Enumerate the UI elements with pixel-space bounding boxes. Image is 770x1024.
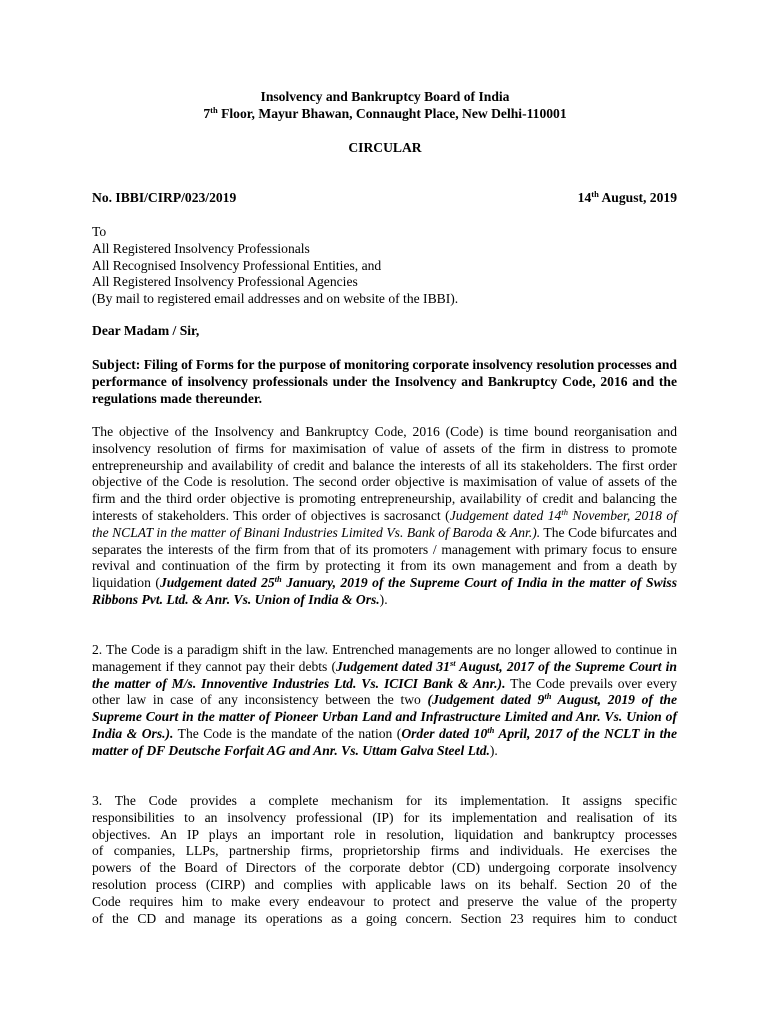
paragraph-3-line: powers of the Board of Directors of the corporate debtor (CD) undergoing corporate insolvency [92,860,677,876]
paragraph-3-line: of companies, LLPs, partnership firms, proprietorship firms and individuals. He exercises the [92,843,677,859]
paragraph-2: 2. The Code is a paradigm shift in the law. Entrenched managements are no longer allowed to continue in management if they cannot pay their debts (Judgement dated 31st August, 2017 of the Supreme Court in the matter of M/s. Innoventive Industries Ltd. Vs. ICICI Bank & Anr.). The Code prevails over every other law in case of any inconsistency between the two (Judgement dated 9th August, 2019 of the Supreme Court in the matter of Pioneer Urban Land and Infrastructure Limited and Anr. Vs. Union of India & Ors.). The Code is the mandate of the nation (Order dated 10th April, 2017 of the NCLT in the matter of DF Deutsche Forfait AG and Anr. Vs. Uttam Galva Steel Ltd.). [92,642,678,758]
recipient-line: (By mail to registered email addresses and on website of the IBBI). [92,291,459,307]
recipient-line: All Registered Insolvency Professional Agencies [92,274,358,290]
paragraph-3-line: of the CD and manage its operations as a going concern. Section 23 requires him to conduct [92,910,677,926]
recipients-to: To [92,224,107,239]
paragraph-3-line: responsibilities to an insolvency professional (IP) for its implementation and realisation of its [92,809,677,825]
recipient-line: All Recognised Insolvency Professional Entities, and [92,257,382,273]
circular-date: 14th August, 2019 [577,189,677,205]
salutation: Dear Madam / Sir, [92,323,200,338]
org-address: 7th Floor, Mayur Bhawan, Connaught Place, New Delhi-110001 [203,105,567,121]
paragraph-1: The objective of the Insolvency and Bankruptcy Code, 2016 (Code) is time bound reorganisation and insolvency resolution of firms for maximisation of value of assets of the firm in distress to promote entrepreneurship and availability of credit and balance the interests of all its stakeholders. The first order objective of the Code is resolution. The second order objective is maximisation of value of assets of the firm and the third order objective is promoting entrepreneurship, availability of credit and balancing the interests of stakeholders. This order of objectives is sacrosanct (Judgement dated 14th November, 2018 of the NCLAT in the matter of Binani Industries Limited Vs. Bank of Baroda & Anr.). The Code bifurcates and separates the interests of the firm from that of its promoters / management with primary focus to ensure revival and continuation of the firm by protecting it from its own management and from a death by liquidation (Judgement dated 25th January, 2019 of the Supreme Court of India in the matter of Swiss Ribbons Pvt. Ltd. & Anr. Vs. Union of India & Ors.). [92,424,678,607]
paragraph-3-line: Code requires him to make every endeavour to protect and preserve the value of the property [92,893,677,909]
recipients-block [92,224,677,308]
paragraph-3-line: 3. The Code provides a complete mechanism for its implementation. It assigns specific [92,793,677,808]
document-type: CIRCULAR [348,140,422,155]
circular-number: No. IBBI/CIRP/023/2019 [92,190,237,205]
subject-line: Subject: Filing of Forms for the purpose of monitoring corporate insolvency resolution processes and performance of insolvency professionals under the Insolvency and Bankruptcy Code, 2016 and the regulations made thereunder. [92,357,677,406]
org-name: Insolvency and Bankruptcy Board of India [260,89,510,104]
paragraph-3-line: resolution process (CIRP) and complies with applicable laws on its behalf. Section 20 of the [92,876,677,892]
recipient-line: All Registered Insolvency Professionals [92,240,310,256]
paragraph-3 [92,793,677,927]
paragraph-3-line: objectives. An IP plays an important role in resolution, liquidation and bankruptcy processes [92,826,677,842]
